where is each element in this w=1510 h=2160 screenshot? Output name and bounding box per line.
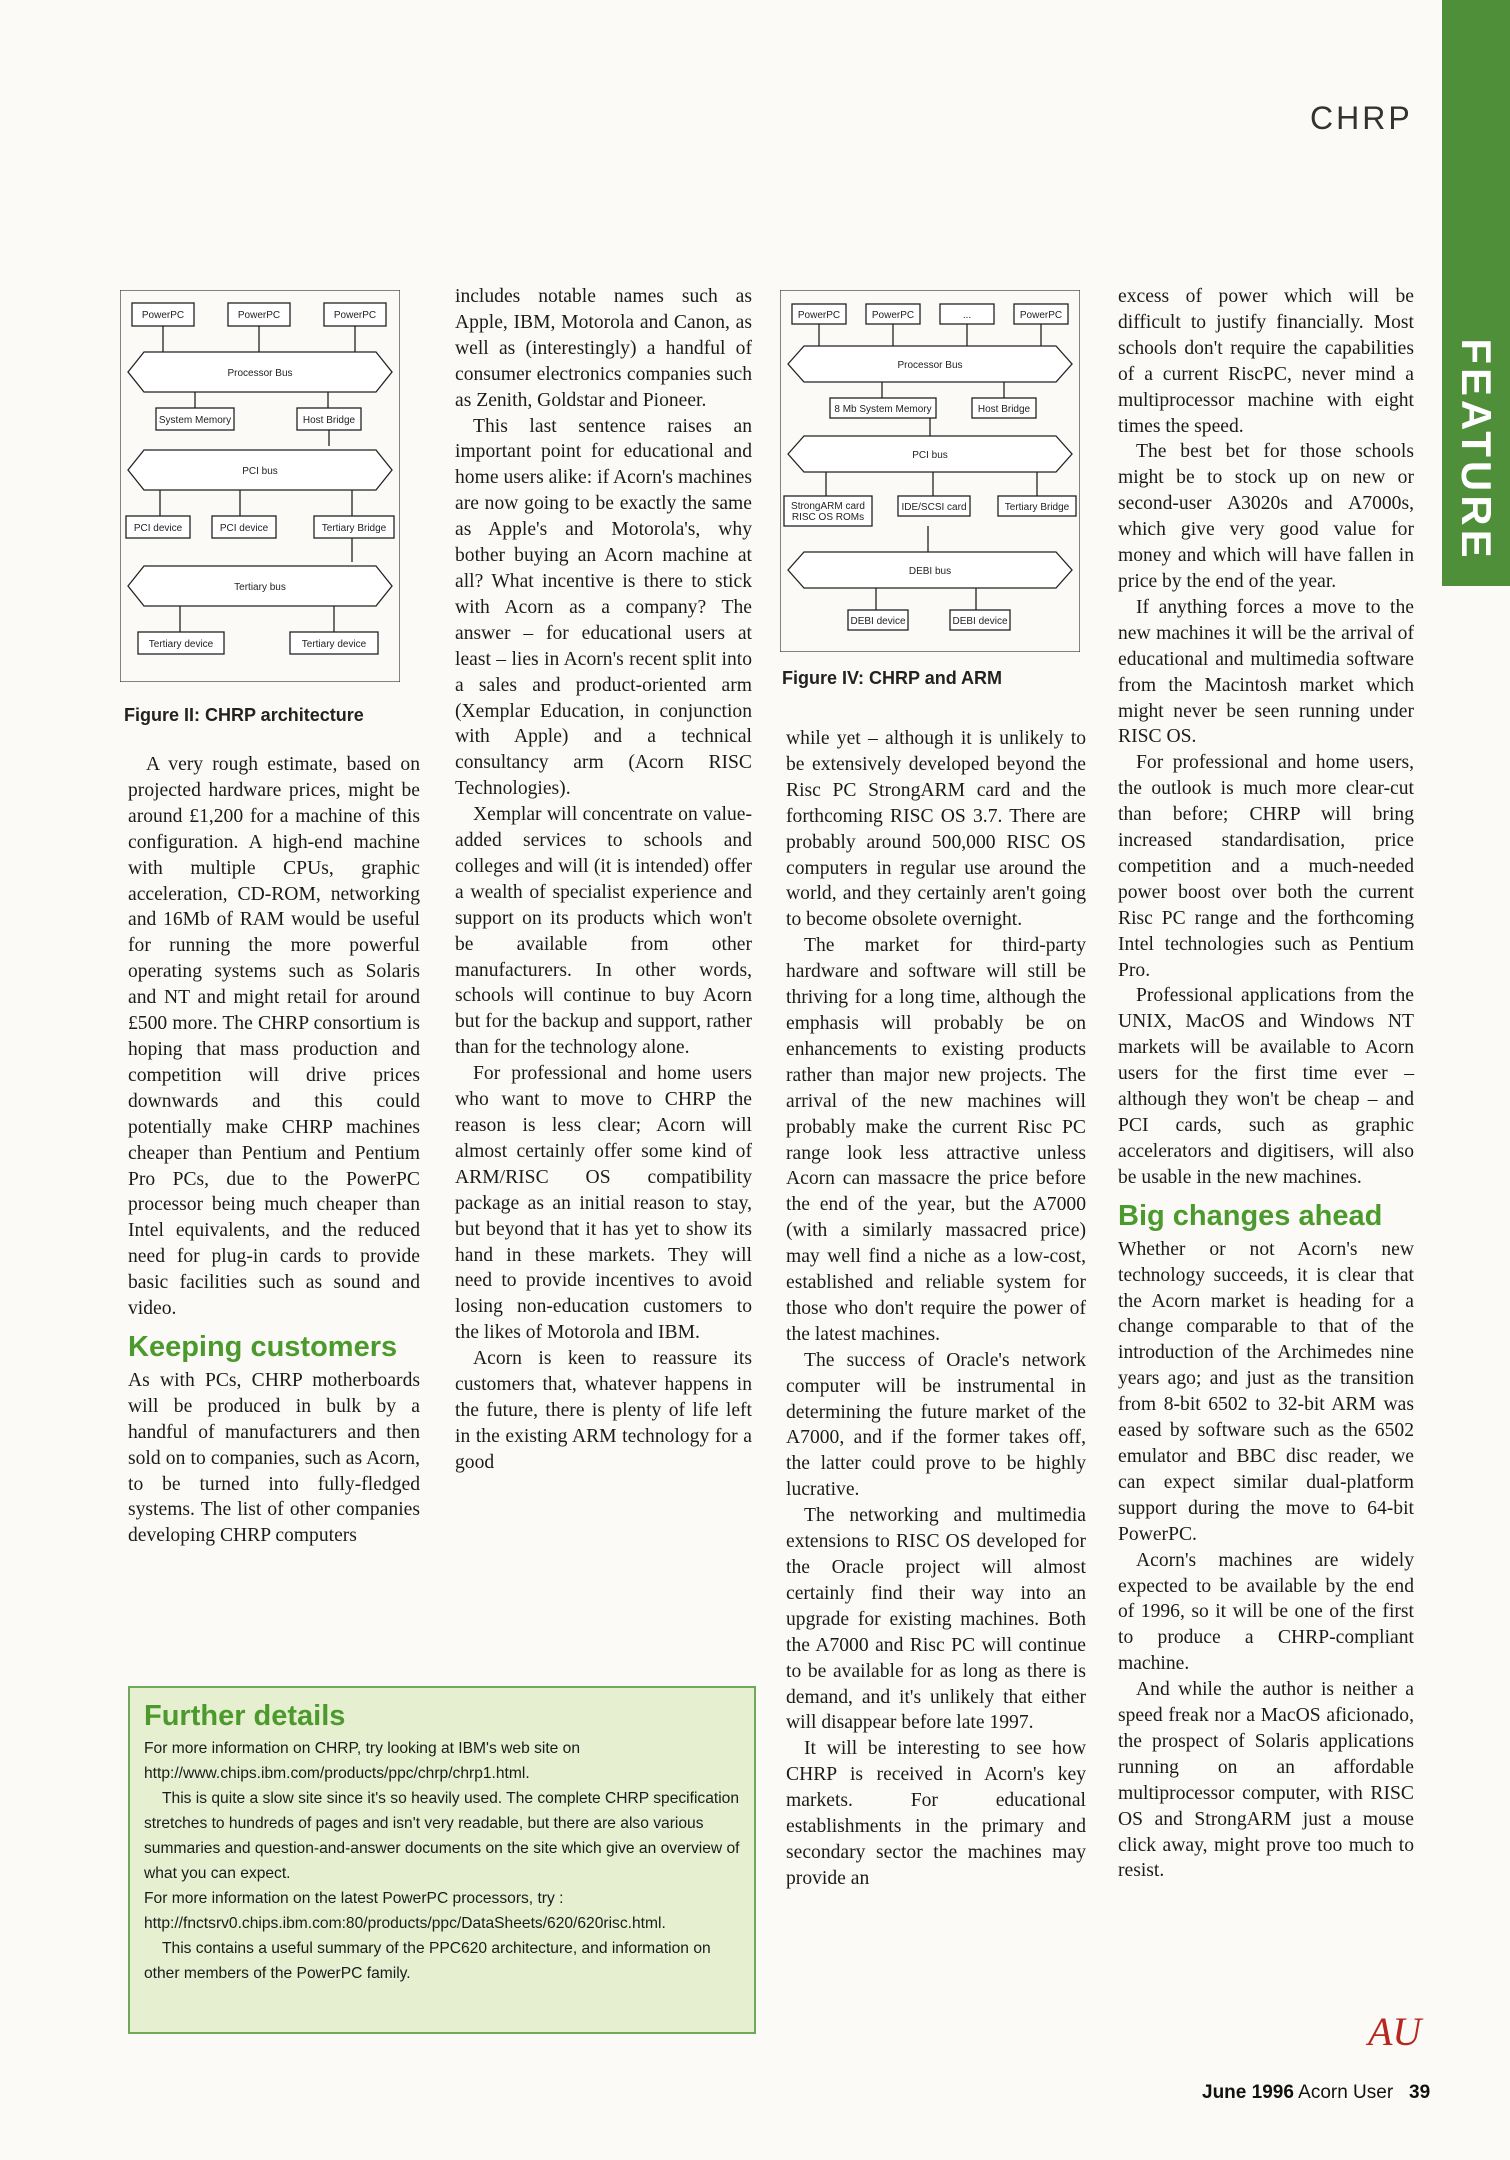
- fig2-system-memory-label: System Memory: [158, 415, 232, 426]
- paragraph: It will be interesting to see how CHRP is received in Acorn's key markets. For educational establishments in the primary and secondary sector the machines may provide an: [786, 1738, 1086, 1889]
- page-number: 39: [1409, 2082, 1431, 2103]
- paragraph: For professional and home users, the outlook is much more clear-cut than before; CHRP will bring increased standardisation, price competition and a much-needed power boost over both the current Risc PC range and the forthcoming Intel technologies such as Pentium Pro.: [1118, 752, 1414, 981]
- fig4-cpu2-label: PowerPC: [871, 310, 915, 321]
- heading-big-changes-ahead: Big changes ahead: [1118, 1199, 1383, 1232]
- further-details-paragraph: This contains a useful summary of the PPC620 architecture, and information on other members of the PowerPC family.: [144, 1940, 711, 1982]
- further-details-paragraph: For more information on CHRP, try looking at IBM's web site on http://www.chips.ibm.com/products/ppc/chrp/chrp1.html.: [144, 1740, 581, 1782]
- column-3: [786, 726, 1086, 1892]
- paragraph: The best bet for those schools might be to stock up on new or second-user A3020s and A7000s, which give very good value for money and which will have fallen in price by the end of the year.: [1118, 441, 1414, 592]
- footer-date: June 1996: [1202, 2082, 1294, 2103]
- fig2-cpu3-label: PowerPC: [333, 310, 377, 321]
- fig4-riscos-roms-label: RISC OS ROMs: [791, 512, 865, 523]
- fig2-pci-device1-label: PCI device: [133, 523, 183, 534]
- paragraph: This last sentence raises an important point for educational and home users alike: if Acorn's machines are now going to be exactly the same as Apple's and Motorola's, why bother buying an Acorn machine at all? What incentive is there to stick with Acorn as a company? The answer – for educational users at least – lies in Acorn's recent split into a sales and product-oriented arm (Xemplar Education, in conjunction with Apple) and a technical consultancy arm (Acorn RISC Technologies).: [455, 415, 752, 800]
- section-title: CHRP: [1310, 100, 1413, 136]
- acorn-user-logo: AU: [1368, 2009, 1422, 2054]
- column-1: [128, 752, 420, 1549]
- paragraph: Xemplar will concentrate on value-added services to schools and colleges and will (it is intended) offer a wealth of specialist experience and support on its products which won't be available from other manufacturers. In other words, schools will continue to buy Acorn but for the backup and support, rather than for the technology alone.: [455, 804, 752, 1059]
- paragraph: excess of power which will be difficult to justify financially. Most schools don't require the capabilities of a current RiscPC, never mind a multiprocessor machine with eight times the speed.: [1118, 286, 1414, 437]
- fig4-processor-bus-label: Processor Bus: [897, 360, 963, 371]
- fig2-pci-device2-label: PCI device: [219, 523, 269, 534]
- fig4-system-memory-label: 8 Mb System Memory: [834, 404, 932, 415]
- fig4-strongarm-label: StrongARM card: [791, 501, 865, 512]
- fig2-tertiary-bridge-label: Tertiary Bridge: [321, 523, 387, 534]
- paragraph: For professional and home users who want to move to CHRP the reason is less clear; Acorn will almost certainly offer some kind of ARM/RISC OS compatibility package as an initial reason to stay, but beyond that it has yet to show its hand in these markets. They will need to provide incentives to avoid losing non-education customers to the likes of Motorola and IBM.: [455, 1063, 752, 1344]
- fig2-tertiary-device1-label: Tertiary device: [148, 639, 214, 650]
- fig4-cpu1-label: PowerPC: [797, 310, 841, 321]
- paragraph: Professional applications from the UNIX, MacOS and Windows NT markets will be available to Acorn users for the first time ever – although they won't be cheap – and PCI cards, such as graphic accelerators and digitisers, will also be usable in the new machines.: [1118, 985, 1414, 1188]
- figure-chrp-architecture: [120, 290, 400, 682]
- paragraph: while yet – although it is unlikely to be extensively developed beyond the Risc PC StrongARM card and the forthcoming RISC OS 3.7. There are probably around 500,000 RISC OS computers in regular use around the world, and they certainly aren't going to become obsolete overnight.: [786, 728, 1086, 931]
- paragraph: Acorn is keen to reassure its customers that, whatever happens in the future, there is plenty of life left in the existing ARM technology for a good: [455, 1348, 752, 1473]
- fig2-tertiary-device2-label: Tertiary device: [301, 639, 367, 650]
- paragraph: Acorn's machines are widely expected to be available by the end of 1996, so it will be one of the first to produce a CHRP-compliant machine.: [1118, 1549, 1414, 1675]
- feature-tab-label: FEATURE: [1453, 338, 1500, 562]
- fig4-cpu-more-label: ...: [962, 310, 972, 321]
- column-2: [455, 284, 752, 1476]
- fig4-cpu3-label: PowerPC: [1019, 310, 1063, 321]
- paragraph: The networking and multimedia extensions to RISC OS developed for the Oracle project will almost certainly find their way into an upgrade for existing machines. Both the A7000 and Risc PC will continue to be available for as long as there is demand, and it's unlikely that either will disappear before late 1997.: [786, 1505, 1086, 1734]
- fig2-host-bridge-label: Host Bridge: [302, 415, 356, 426]
- fig2-pci-bus-label: PCI bus: [242, 466, 278, 477]
- fig4-debi-device1-label: DEBI device: [850, 616, 906, 627]
- further-details-title: Further details: [144, 1700, 346, 1732]
- feature-tab: [1442, 0, 1510, 586]
- page-footer: [1202, 2082, 1430, 2104]
- fig2-processor-bus-label: Processor Bus: [227, 368, 293, 379]
- fig2-cpu2-label: PowerPC: [237, 310, 281, 321]
- footer-magazine: Acorn User: [1298, 2082, 1394, 2103]
- fig2-tertiary-bus-label: Tertiary bus: [234, 582, 286, 593]
- paragraph: If anything forces a move to the new machines it will be the arrival of educational and multimedia software from the Macintosh market which might never be seen running under RISC OS.: [1118, 596, 1414, 748]
- figure4-caption: Figure IV: CHRP and ARM: [782, 668, 1003, 688]
- paragraph: Whether or not Acorn's new technology succeeds, it is clear that the Acorn market is heading for a change comparable to that of the introduction of the Archimedes nine years ago; and just as the transition from 8-bit 6502 to 32-bit ARM was eased by software such as the 6502 emulator and BBC disc reader, we can expect similar dual-platform support during the move to 64-bit PowerPC.: [1118, 1238, 1414, 1545]
- further-details-paragraph: For more information on the latest PowerPC processors, try : http://fnctsrv0.chips.ibm.com:80/products/ppc/DataSheets/620/620risc.html.: [144, 1890, 666, 1932]
- heading-keeping-customers: Keeping customers: [128, 1330, 398, 1363]
- paragraph: includes notable names such as Apple, IBM, Motorola and Canon, as well as (interestingly) a handful of consumer electronics companies such as Zenith, Goldstar and Pioneer.: [455, 286, 752, 411]
- figure2-caption: Figure II: CHRP architecture: [124, 705, 364, 725]
- fig4-ide-scsi-label: IDE/SCSI card: [901, 502, 967, 513]
- fig4-pci-bus-label: PCI bus: [912, 450, 948, 461]
- fig4-tertiary-bridge-label: Tertiary Bridge: [1004, 502, 1070, 513]
- paragraph: The market for third-party hardware and software will still be thriving for a long time, although the emphasis will probably be on enhancements to existing products rather than major new projects. The arrival of the new machines will probably make the current Risc PC range look less attractive unless Acorn can massacre the price before the end of the year, but the A7000 (with a similarly massacred price) may well find a niche as a low-cost, established and reliable system for those who don't require the power of the latest machines.: [786, 935, 1086, 1345]
- paragraph: A very rough estimate, based on projected hardware prices, might be around £1,200 for a machine of this configuration. A high-end machine with multiple CPUs, graphic acceleration, CD-ROM, networking and 16Mb of RAM would be useful for running the more powerful operating systems such as Solaris and NT and might retail for around £500 more. The CHRP consortium is hoping that mass production and competition will drive prices downwards and this could potentially make CHRP machines cheaper than Pentium and Pentium Pro PCs, due to the PowerPC processor being much cheaper than Intel equivalents, and the reduced need for plug-in cards to provide basic facilities such as sound and video.: [128, 754, 420, 1320]
- fig4-debi-device2-label: DEBI device: [952, 616, 1008, 627]
- further-details-paragraph: This is quite a slow site since it's so heavily used. The complete CHRP specification stretches to hundreds of pages and isn't very readable, but there are also various summaries and question-and-answer documents on the site which give an overview of what you can expect.: [144, 1790, 740, 1882]
- paragraph: And while the author is neither a speed freak nor a MacOS aficionado, the prospect of Solaris applications running on an affordable multiprocessor computer, with RISC OS and StrongARM just a mouse click away, might prove too much to resist.: [1118, 1679, 1414, 1882]
- fig4-host-bridge-label: Host Bridge: [977, 404, 1031, 415]
- fig2-cpu1-label: PowerPC: [141, 310, 185, 321]
- further-details-box: [128, 1686, 756, 2034]
- column-4: [1118, 284, 1414, 1884]
- paragraph: As with PCs, CHRP motherboards will be produced in bulk by a handful of manufacturers and then sold on to companies, such as Acorn, to be turned into fully-fledged systems. The list of other companies developing CHRP computers: [128, 1369, 420, 1547]
- fig4-debi-bus-label: DEBI bus: [908, 566, 952, 577]
- paragraph: The success of Oracle's network computer will be instrumental in determining the future market of the A7000, and if the former takes off, the latter could prove to be highly lucrative.: [786, 1349, 1086, 1501]
- figure-chrp-and-arm: [780, 290, 1080, 652]
